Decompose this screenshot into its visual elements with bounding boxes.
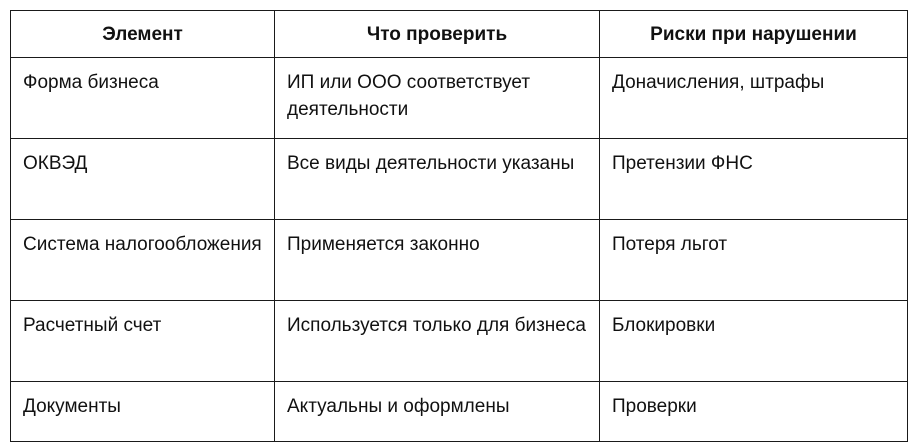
- cell-element: Форма бизнеса: [11, 58, 275, 139]
- table-row: [11, 382, 908, 442]
- checklist-table: [10, 10, 908, 442]
- cell-what-to-check: Применяется законно: [275, 220, 600, 301]
- header-what-to-check: Что проверить: [275, 11, 600, 58]
- cell-element: Расчетный счет: [11, 301, 275, 382]
- cell-risk: Потеря льгот: [600, 220, 908, 301]
- checklist-table-container: [10, 10, 908, 442]
- table-row: [11, 58, 908, 139]
- table-row: [11, 220, 908, 301]
- table-header-row: [11, 11, 908, 58]
- cell-risk: Претензии ФНС: [600, 139, 908, 220]
- cell-risk: Доначисления, штрафы: [600, 58, 908, 139]
- cell-what-to-check: ИП или ООО соответствует деятельности: [275, 58, 600, 139]
- cell-risk: Проверки: [600, 382, 908, 442]
- cell-what-to-check: Все виды деятельности указаны: [275, 139, 600, 220]
- cell-risk: Блокировки: [600, 301, 908, 382]
- table-row: [11, 139, 908, 220]
- cell-what-to-check: Используется только для бизнеса: [275, 301, 600, 382]
- header-risks: Риски при нарушении: [600, 11, 908, 58]
- cell-what-to-check: Актуальны и оформлены: [275, 382, 600, 442]
- cell-element: Документы: [11, 382, 275, 442]
- cell-element: ОКВЭД: [11, 139, 275, 220]
- table-row: [11, 301, 908, 382]
- header-element: Элемент: [11, 11, 275, 58]
- cell-element: Система налогообложения: [11, 220, 275, 301]
